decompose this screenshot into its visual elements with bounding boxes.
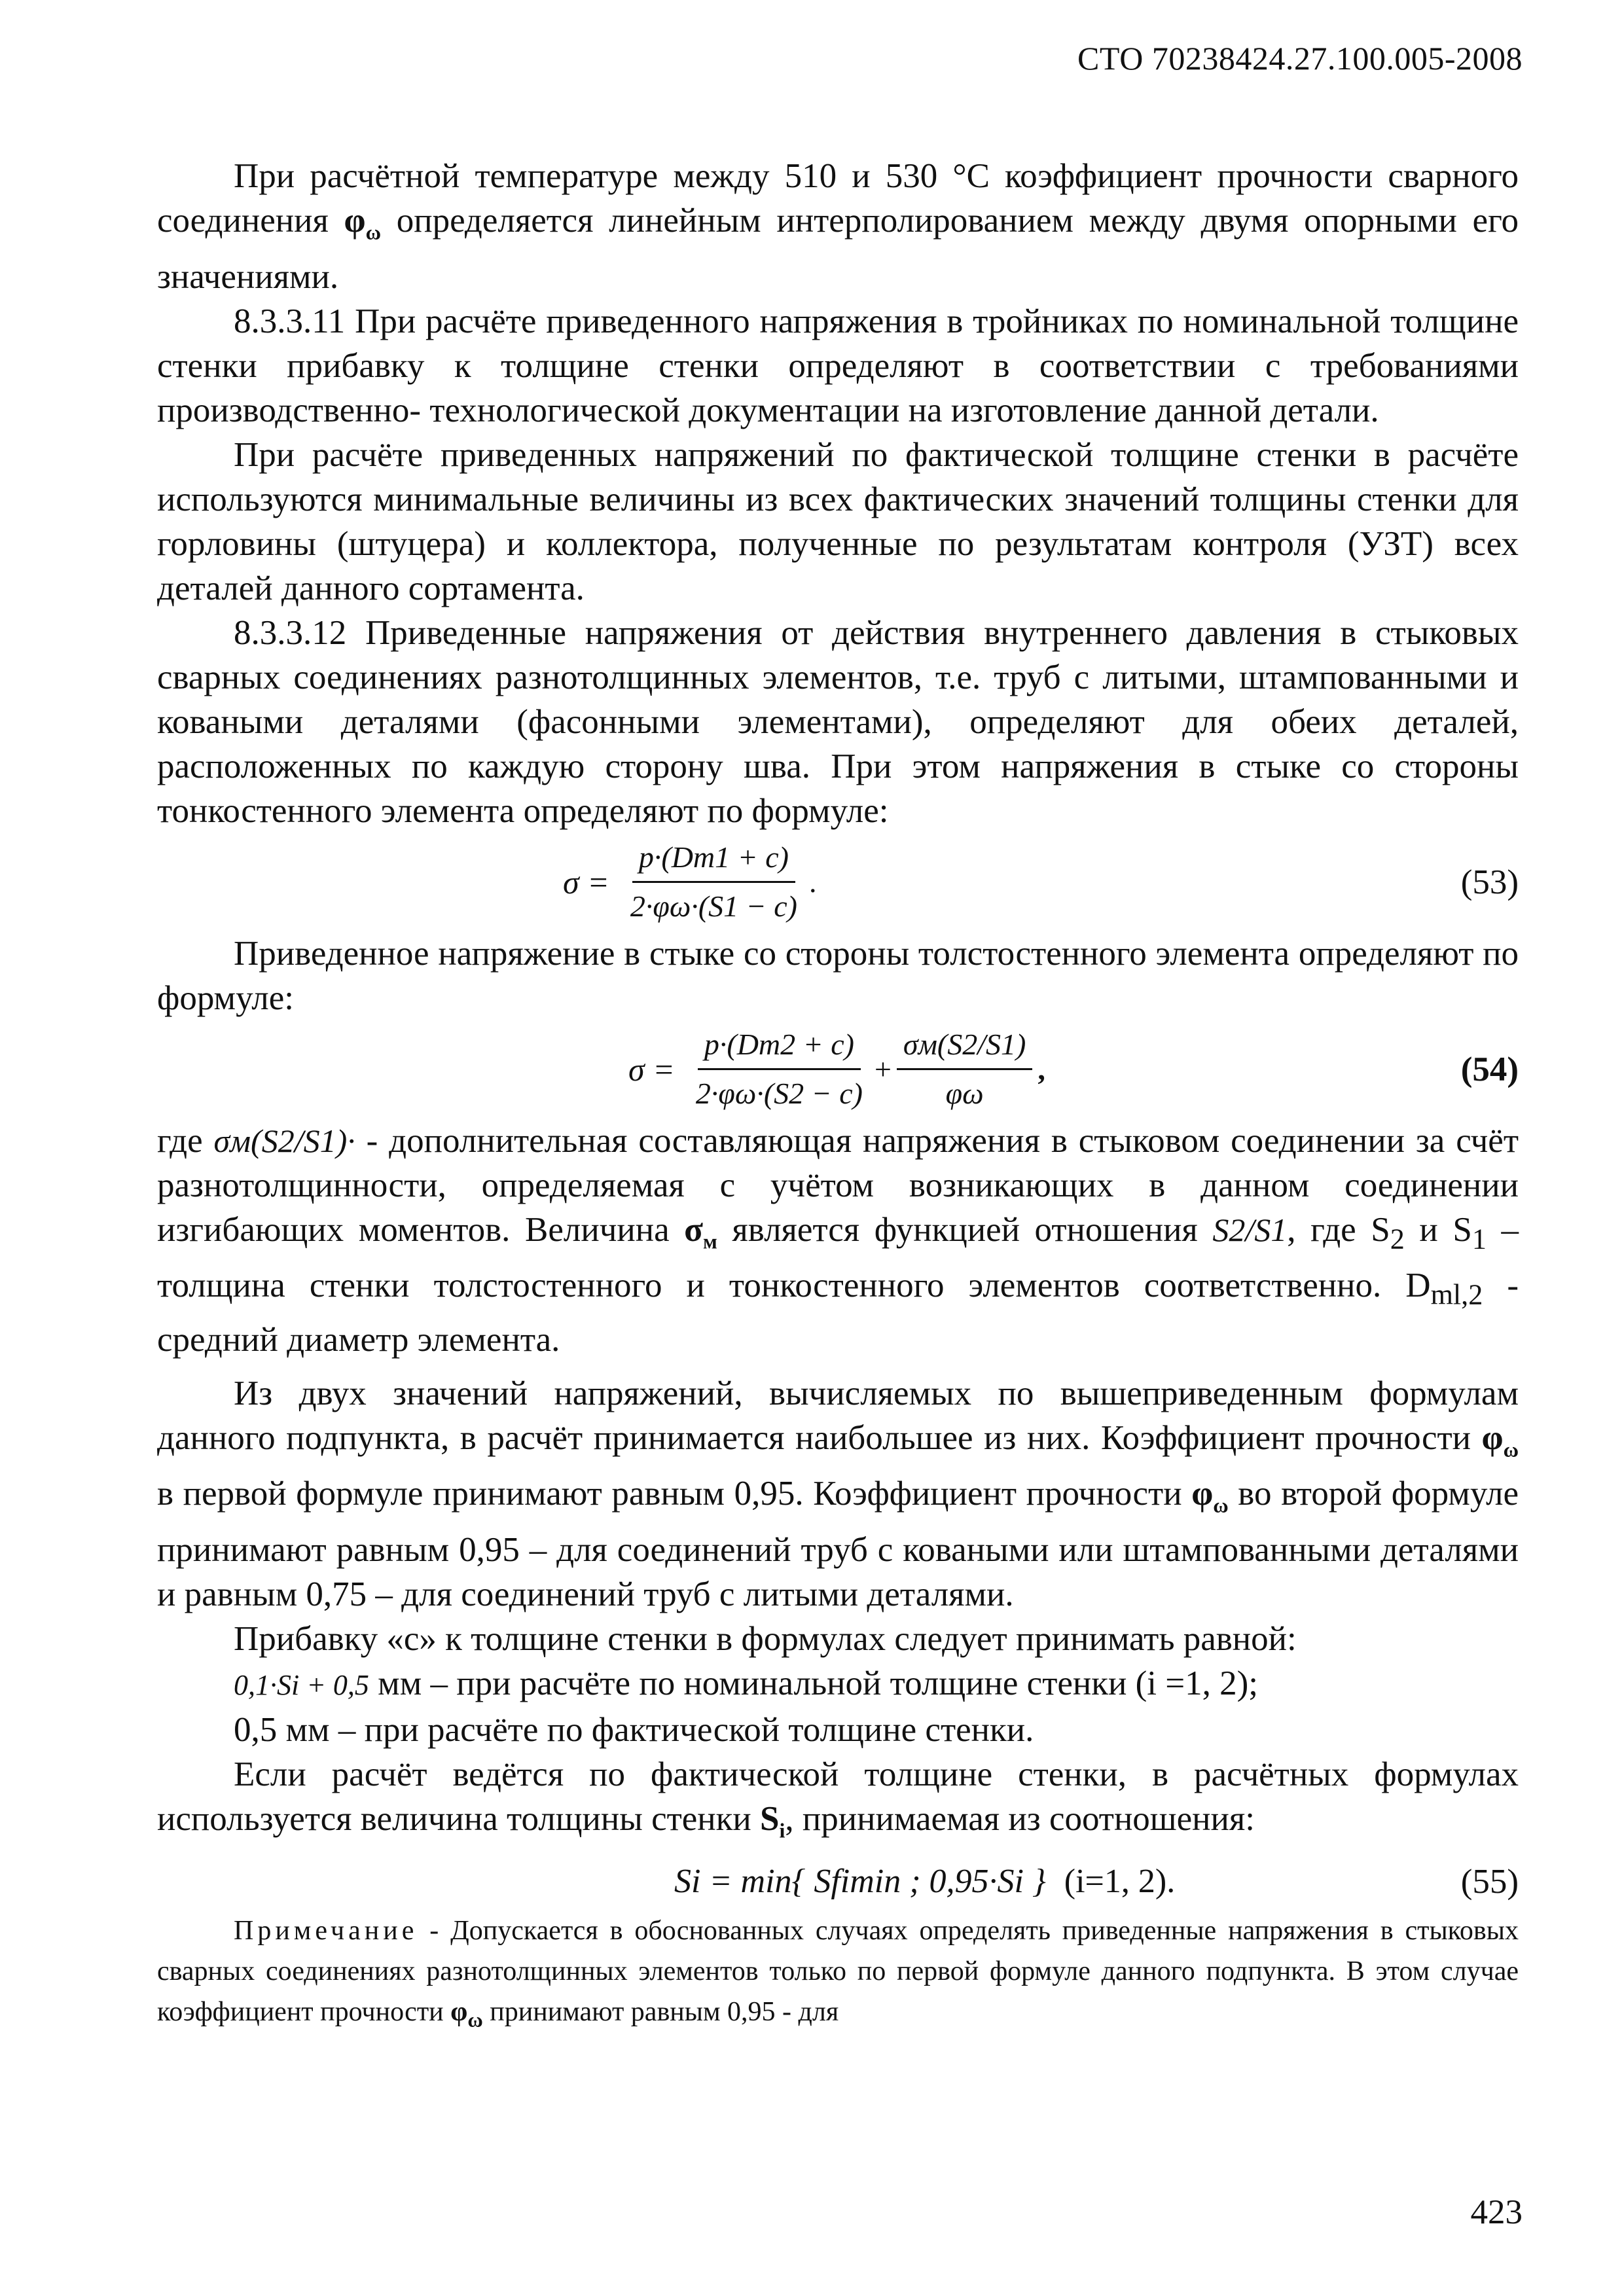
formula-54-expression	[628, 1020, 1045, 1119]
text-run: При расчётной температуре между 510 и 530 °С коэффициент прочности сварного соединения	[157, 157, 1519, 240]
formula-fraction-2	[897, 1025, 1032, 1113]
formula-53-expression	[563, 833, 816, 931]
formula-55	[157, 1853, 1519, 1910]
paragraph-nominal-allowance: 0,1·Si + 0,5 мм – при расчёте по номинальной толщине стенки (i =1, 2);	[234, 1664, 1258, 1702]
formula-fraction	[624, 838, 804, 926]
formula-fraction-1	[689, 1025, 869, 1113]
paragraph-actual-thickness-calc: Если расчёт ведётся по фактической толщине стенки, в расчётных формулах используется величина толщины стенки $S_i$, принимаемая из соотношения:	[157, 1755, 1519, 1842]
s-i-symbol: $S_i$	[760, 1799, 785, 1842]
formula-tail: .	[808, 865, 817, 899]
text-run: определяется линейным интерполированием между двумя опорными его значениями.	[157, 202, 1519, 296]
phi-omega-symbol: $\varphi_\omega$	[450, 1996, 483, 2031]
paragraph-strength-coefficient: Из двух значений напряжений, вычисляемых по вышеприведенным формулам данного подпункта, в расчёт принимается наибольшее из них. Коэффициент прочности $\varphi_\omega$ в первой формуле принимают равным 0,95. Коэффициент прочности $\varphi_\omega$ во второй формуле принимают равным 0,95 – для соединений труб с коваными или штампованными деталями и равным 0,75 – для соединений труб с литыми деталями.	[157, 1374, 1519, 1613]
formula-tail: ,	[1038, 1052, 1045, 1086]
allowance-expression: 0,1·Si + 0,5	[234, 1668, 369, 1701]
formula-55-body: Si = min{ Sfimin ; 0,95·Si }	[674, 1862, 1046, 1900]
equation-number-54: (54)	[1460, 1050, 1519, 1088]
fraction-numerator: σм(S2/S1)	[897, 1025, 1032, 1070]
paragraph-thick-element: Приведенное напряжение в стыке со стороны толстостенного элемента определяют по формуле:	[157, 934, 1519, 1017]
fraction-denominator: 2·φω·(S1 − c)	[630, 889, 797, 924]
sigma-m-symbol: $\sigma_м$	[684, 1210, 717, 1253]
page-body	[157, 154, 1519, 2039]
paragraph-interpolation	[157, 154, 1519, 299]
thickness-ratio: S2/S1	[1212, 1211, 1288, 1248]
fraction-numerator: p·(Dm2 + c)	[698, 1025, 861, 1070]
fraction-denominator: 2·φω·(S2 − c)	[695, 1077, 863, 1111]
paragraph-8-3-3-11: 8.3.3.11 При расчёте приведенного напряжения в тройниках по номинальной толщине стенки прибавку к толщине стенки определяют в соответствии с требованиями производственно- технологической документации на изготовление данной детали.	[157, 302, 1519, 429]
formula-55-condition: (i=1, 2).	[1064, 1862, 1176, 1900]
paragraph-allowance-c: Прибавку «с» к толщине стенки в формулах следует принимать равной:	[234, 1619, 1297, 1658]
paragraph-8-3-3-12: 8.3.3.12 Приведенные напряжения от действия внутреннего давления в стыковых сварных соединениях разнотолщинных элементов, т.е. труб с литыми, штампованными и коваными деталями (фасонными элементами), определяют для обеих деталей, расположенных по каждую сторону шва. При этом напряжения в стыке со стороны тонкостенного элемента определяют по формуле:	[157, 613, 1519, 830]
paragraph-where-definition: где σм(S2/S1)· - дополнительная составляющая напряжения в стыковом соединении за счёт разнотолщинности, определяемая с учётом возникающих в данном соединении изгибающих моментов. Величина $\sigma_м$ является функцией отношения S2/S1, где $S_2$ и $S_1$ – толщина стенки толстостенного и тонкостенного элементов соответственно. $D_{ml,2}$ - средний диаметр элемента.	[157, 1121, 1519, 1359]
formula-53	[157, 833, 1519, 931]
phi-omega-symbol: $\varphi_\omega$	[1191, 1475, 1229, 1517]
formula-lhs: σ =	[628, 1050, 675, 1088]
sigma-m-expression: σм(S2/S1)·	[213, 1122, 355, 1159]
formula-55-expression	[674, 1853, 1175, 1910]
fraction-denominator: φω	[945, 1077, 984, 1111]
document-code-header: СТО 70238424.27.100.005-2008	[1077, 40, 1523, 77]
note-paragraph: Примечание - Допускается в обоснованных случаях определять приведенные напряжения в стыковых сварных соединениях разнотолщинных элементов только по первой формуле данного подпункта. В этом случае коэффициент прочности $\varphi_\omega$ принимают равным 0,95 - для	[157, 1915, 1519, 2031]
note-label: Примечание	[234, 1915, 418, 1946]
formula-54	[157, 1020, 1519, 1119]
plus-sign: +	[874, 1052, 892, 1086]
fraction-numerator: p·(Dm1 + c)	[632, 838, 795, 883]
phi-omega-symbol: $\varphi_\omega$	[1481, 1418, 1519, 1462]
equation-number-53: (53)	[1460, 863, 1519, 901]
paragraph-actual-thickness: При расчёте приведенных напряжений по фактической толщине стенки в расчёте используются минимальные величины из всех фактических значений толщины стенки для горловины (штуцера) и коллектора, полученные по результатам контроля (УЗТ) всех деталей данного сортамента.	[157, 435, 1519, 607]
formula-lhs: σ =	[563, 863, 609, 901]
equation-number-55: (55)	[1460, 1862, 1519, 1901]
phi-omega-symbol: $\varphi_\omega$	[344, 202, 381, 244]
page-number: 423	[1470, 2193, 1523, 2231]
paragraph-actual-allowance: 0,5 мм – при расчёте по фактической толщине стенки.	[234, 1710, 1034, 1749]
